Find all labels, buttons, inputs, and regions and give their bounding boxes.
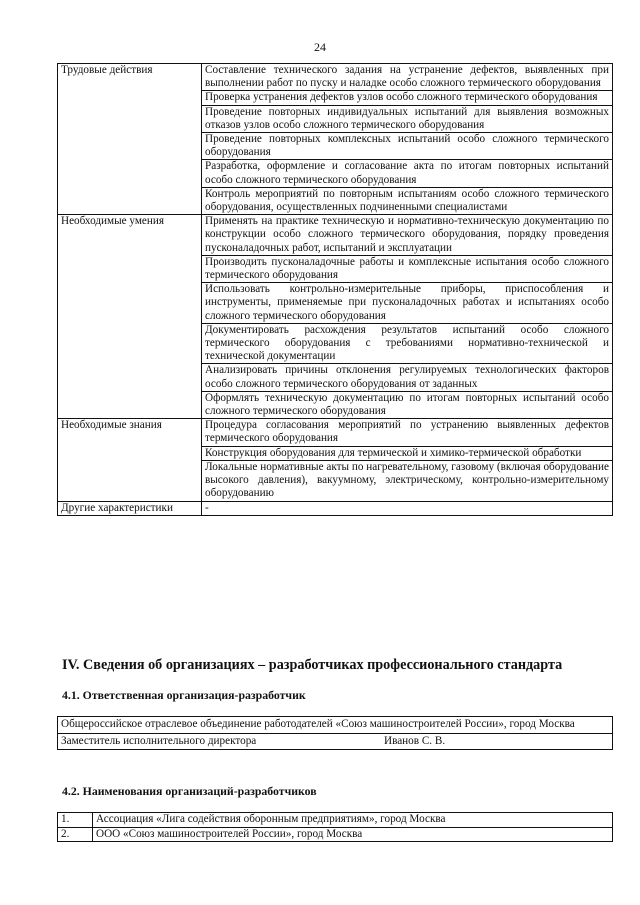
row-item: Документировать расхождения результатов испытаний особо сложного термического оборудования с требованиями нормативно-технической и технической документации <box>202 323 613 364</box>
page-number: 24 <box>314 40 326 54</box>
table-row <box>58 215 613 256</box>
subsection-responsible-title: 4.1. Ответственная организация-разработчик <box>62 688 306 702</box>
row-item: Составление технического задания на устранение дефектов, выявленных при выполнении работ по пуску и наладке особо сложного термического оборудования <box>202 64 613 91</box>
row-label: Другие характеристики <box>58 501 202 515</box>
functions-table <box>57 63 613 516</box>
row-item: Проверка устранения дефектов узлов особо сложного термического оборудования <box>202 91 613 105</box>
org-position: Заместитель исполнительного директора <box>61 734 257 747</box>
org-name: Общероссийское отраслевое объединение работодателей «Союз машиностроителей России», город Москва <box>58 717 613 734</box>
row-item: Конструкция оборудования для термической и химико-термической обработки <box>202 446 613 460</box>
developers-table <box>57 812 613 842</box>
row-item: Локальные нормативные акты по нагревательному, газовому (включая оборудование высокого давления), вакуумному, электрическому, контрольно-измерительному оборудованию <box>202 460 613 501</box>
row-item: Производить пусконаладочные работы и комплексные испытания особо сложного термического оборудования <box>202 255 613 282</box>
row-item: Разработка, оформление и согласование акта по итогам повторных испытаний особо сложного термического оборудования <box>202 160 613 187</box>
row-label: Трудовые действия <box>58 64 202 215</box>
developer-number: 2. <box>58 827 93 842</box>
org-signature-row <box>58 733 613 750</box>
subsection-developers-title: 4.2. Наименования организаций-разработчиков <box>62 784 317 798</box>
row-item: Контроль мероприятий по повторным испытаниям особо сложного термического оборудования, осуществленных подчиненными специалистами <box>202 187 613 214</box>
table-row <box>58 419 613 446</box>
developer-row <box>58 813 613 828</box>
row-item: Оформлять техническую документацию по итогам повторных испытаний особо сложного термического оборудования <box>202 391 613 418</box>
org-name-row <box>58 717 613 734</box>
org-person: Иванов С. В. <box>384 734 446 747</box>
developer-name: Ассоциация «Лига содействия оборонным предприятиям», город Москва <box>93 813 613 828</box>
row-item: Применять на практике техническую и нормативно-техническую документацию по конструкции особо сложного термического оборудования, порядку проведения пусконаладочных работ, испытаний и эксплуатации <box>202 215 613 256</box>
row-item: Процедура согласования мероприятий по устранению выявленных дефектов термического оборудования <box>202 419 613 446</box>
row-label: Необходимые умения <box>58 215 202 419</box>
org-signature-cell <box>58 733 613 750</box>
developer-number: 1. <box>58 813 93 828</box>
row-item: Проведение повторных индивидуальных испытаний для выявления возможных отказов узлов особо сложного термического оборудования <box>202 105 613 132</box>
developer-row <box>58 827 613 842</box>
developer-name: ООО «Союз машиностроителей России», город Москва <box>93 827 613 842</box>
row-item: Использовать контрольно-измерительные приборы, приспособления и инструменты, применяемые при пусконаладочных работах и испытаниях особо сложного термического оборудования <box>202 283 613 324</box>
row-item: Проведение повторных комплексных испытаний особо сложного термического оборудования <box>202 133 613 160</box>
responsible-org-table <box>57 716 613 750</box>
row-item: - <box>202 501 613 515</box>
section-title: IV. Сведения об организациях – разработчиках профессионального стандарта <box>62 657 563 673</box>
table-row <box>58 501 613 515</box>
row-label: Необходимые знания <box>58 419 202 501</box>
table-row <box>58 64 613 91</box>
row-item: Анализировать причины отклонения регулируемых технологических факторов особо сложного термического оборудования от заданных <box>202 364 613 391</box>
